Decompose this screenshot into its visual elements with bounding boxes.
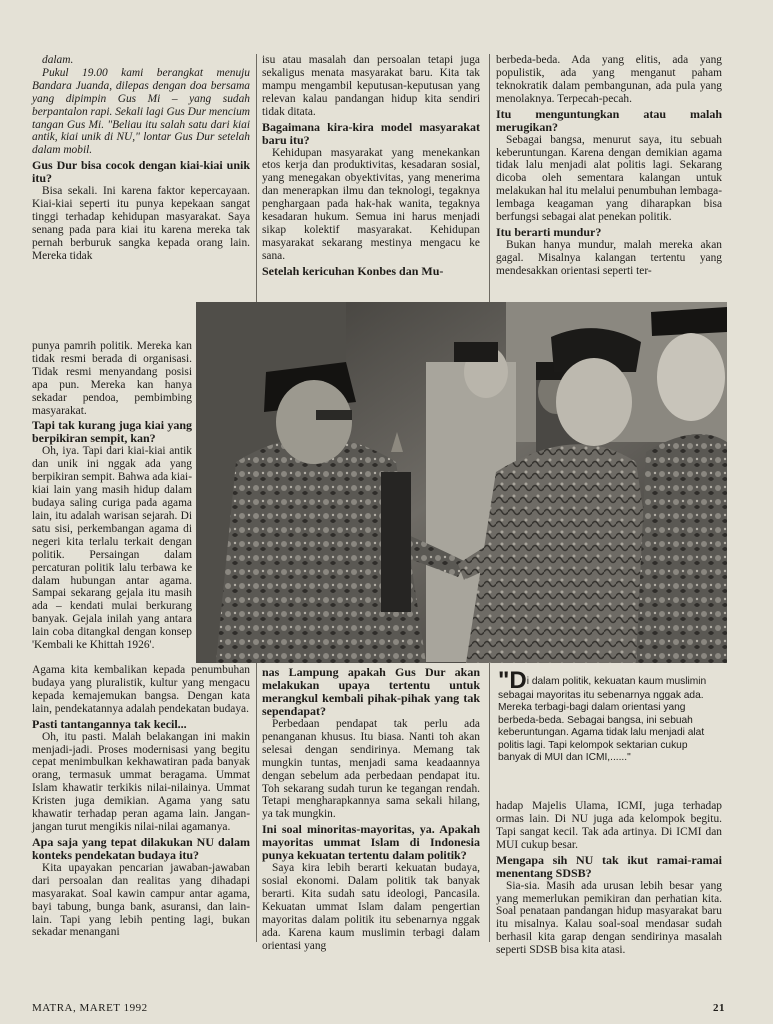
paragraph: Agama kita kembalikan kepada penumbuhan budaya yang pluralistik, kultur yang mengacu kepada kemajemukan bangsa. Dengan kata lain, pendekatannya adalah pendekatan budaya.: [32, 664, 250, 715]
interview-question: Apa saja yang tepat dilakukan NU dalam konteks pendekatan budaya itu?: [32, 834, 250, 862]
magazine-name: MATRA,: [32, 1002, 77, 1014]
paragraph: hadap Majelis Ulama, ICMI, juga terhadap ormas lain. Di NU juga ada kelompok begitu. Tapi sangat kecil. Tak ada artinya. Di ICMI dan MUI cukup besar.: [496, 800, 722, 851]
interview-question: Itu menguntungkan atau malah merugikan?: [496, 106, 722, 134]
paragraph: Pukul 19.00 kami berangkat menuju Bandara Juanda, dilepas dengan doa bersama yang dipimpin Gus Mi – yang sudah berpantalon rapi. Sekali lagi Gus Dur mencium tangan Gus Mi. "Beliau itu salah satu dari kiai antik, kiai unik di NU," lontar Gus Dur setelah dalam mobil.: [32, 66, 250, 157]
photo-illustration: [196, 302, 727, 663]
page-footer: [32, 1002, 725, 1014]
paragraph: dalam.: [42, 54, 74, 66]
paragraph: Bukan hanya mundur, malah mereka akan gagal. Misalnya kalangan tertentu yang mendesakkan orientasi seperti ter-: [496, 238, 722, 277]
paragraph: Kehidupan masyarakat yang menekankan etos kerja dan produktivitas, kesadaran sosial, yang menegakan obyektivitas, yang menerima dan menerapkan ilmu dan teknologi, tegaknya penghargaan pada hak-hak wanita, tegaknya kesadaran hukum. Semua ini harus menjadi sikap kolektif masyarakat. Kehidupan masyarakat sekarang mestinya mengacu ke sana.: [262, 146, 480, 262]
interview-question: Itu berarti mundur?: [496, 224, 602, 239]
issue-date: MARET 1992: [79, 1002, 148, 1014]
paragraph: Sebagai bangsa, menurut saya, itu sebuah keberuntungan. Karena dengan demikian agama tidak lalu menjadi alat politis lagi. Sekarang dicoba oleh sementara kalangan untuk melakukan hal itu melalui penumbuhan lembaga-lembaga keagaman yang diharapkan bisa berfungsi sebagai alat penekan politik.: [496, 133, 722, 224]
paragraph: Oh, itu pasti. Malah belakangan ini makin menjadi-jadi. Proses modernisasi yang begitu cepat menimbulkan kekhawatiran pada banyak orang, termasuk ummat beragama. Ummat Islam khawatir terkikis nilai-nilainya. Ummat Kristen juga demikian. Agama yang satu khawatir terhadap peran agama lain. Jangan-jangan turut mengikis nilai-nilai agamanya.: [32, 730, 250, 833]
page-number: 21: [713, 1002, 725, 1014]
paragraph: punya pamrih politik. Mereka kan tidak resmi berada di organisasi. Tidak resmi menyandang posisi apa pun. Mereka kan hanya sekadar pendoa, pembimbing masyarakat.: [32, 340, 192, 417]
paragraph: isu atau masalah dan persoalan tetapi juga sekaligus menata masyarakat baru. Kita tak mampu mengambil keputusan-keputusan yang relevan kalau pandangan hidup kita sendiri tidak ditata.: [262, 54, 480, 118]
article-column-3b: [496, 800, 722, 957]
pull-quote-open: "D: [498, 667, 527, 694]
pull-quote: [498, 667, 718, 764]
interview-question: Pasti tantangannya tak kecil...: [32, 716, 187, 731]
article-column-1c: [32, 664, 250, 939]
interview-question: nas Lampung apakah Gus Dur akan melakukan upaya tertentu untuk merangkul kembali pihak-pihak yang tak sependapat?: [262, 665, 480, 718]
article-column-1b: [32, 340, 192, 652]
interview-question: Setelah kericuhan Konbes dan Mu-: [262, 263, 444, 278]
interview-question: Gus Dur bisa cocok dengan kiai-kiai unik itu?: [32, 158, 250, 186]
article-column-2b: [262, 664, 480, 953]
paragraph: Kita upayakan pencarian jawaban-jawaban dari persoalan dan realitas yang dihadapi masyarakat. Soal kawin campur antar agama, bayi tabung, bunga bank, asuransi, dan lain-lain. Tapi yang lebih penting lagi, bukan sekadar menangani: [32, 861, 250, 939]
article-column-1: [32, 54, 250, 263]
paragraph: berbeda-beda. Ada yang elitis, ada yang populistik, ada yang menganut paham teknokratik dalam pembangunan, ada pula yang menolaknya. Terpecah-pecah.: [496, 54, 722, 105]
paragraph: Oh, iya. Tapi dari kiai-kiai antik dan unik ini nggak ada yang berpikiran sempit. Bahwa ada kiai-kiai lain yang masih hidup dalam budaya saling curiga pada agama lain, itu adalah warisan sejarah. Di satu sisi, perkembangan agama di negeri kita terlalu terkait dengan politik. Persaingan dalam percaturan politik lalu terbawa ke dalam hubungan antar agama. Sampai sekarang gejala itu masih ada – kendati mulai berkurang banyak. Gejala inilah yang antara lain coba ditangkal dengan konsep 'Kembali ke Khittah 1926'.: [32, 445, 192, 652]
pull-quote-text: i dalam politik, kekuatan kaum muslimin sebagai mayoritas itu sebenarnya nggak ada. Mereka terbagi-bagi dalam orientasi yang berbeda-beda. Sebagai bangsa, ini sebuah keberuntungan. Agama tidak lalu menjadi alat politis lagi. Tapi kelompok sektarian cukup banyak di MUI dan ICMI,......": [498, 676, 707, 764]
paragraph: Sia-sia. Masih ada urusan lebih besar yang yang memerlukan pemikiran dan perhatian kita. Soal penataan pandangan hidup masyarakat baru itu misalnya. Kalau soal-soal mendasar sudah berhasil kita garap dengan sendirinya masalah seperti SDSB bisa kita atasi.: [496, 879, 722, 957]
paragraph: Bisa sekali. Ini karena faktor kepercayaan. Kiai-kiai seperti itu punya kepekaan sangat tinggi terhadap kehidupan masyarakat. Saya senang pada para kiai itu karena mereka tak pernah berburuk sangka kepada orang lain. Mereka tidak: [32, 185, 250, 262]
paragraph: Saya kira lebih berarti kekuatan budaya, sosial ekonomi. Dalam politik tak banyak berarti. Kita sudah satu ideologi, Pancasila. Kekuatan ummat Islam dalam pengertian mayoritas dalam politik itu sebenarnya nggak ada. Karena kaum muslimin terbagi dalam orientasi yang: [262, 862, 480, 952]
paragraph: Perbedaan pendapat tak perlu ada penanganan khusus. Itu biasa. Nanti toh akan selesai dengan sendirinya. Memang tak mungkin tuntas, menjadi sama keadaannya dengan sebelum ada perbedaan pendapat itu. Toh sekarang sudah turun ke tegangan rendah. Tetapi mengharapkannya sama sekali hilang, ya tak mungkin.: [262, 718, 480, 821]
interview-question: Bagaimana kira-kira model masyarakat baru itu?: [262, 119, 480, 147]
interview-question: Mengapa sih NU tak ikut ramai-ramai menentang SDSB?: [496, 852, 722, 880]
interview-question: Tapi tak kurang juga kiai yang berpikiran sempit, kan?: [32, 418, 192, 446]
article-column-2: [262, 54, 480, 278]
article-photo: [196, 302, 727, 663]
article-column-3: [496, 54, 722, 278]
interview-question: Ini soal minoritas-mayoritas, ya. Apakah mayoritas ummat Islam di Indonesia punya kekuatan tertentu dalam politik?: [262, 822, 480, 863]
